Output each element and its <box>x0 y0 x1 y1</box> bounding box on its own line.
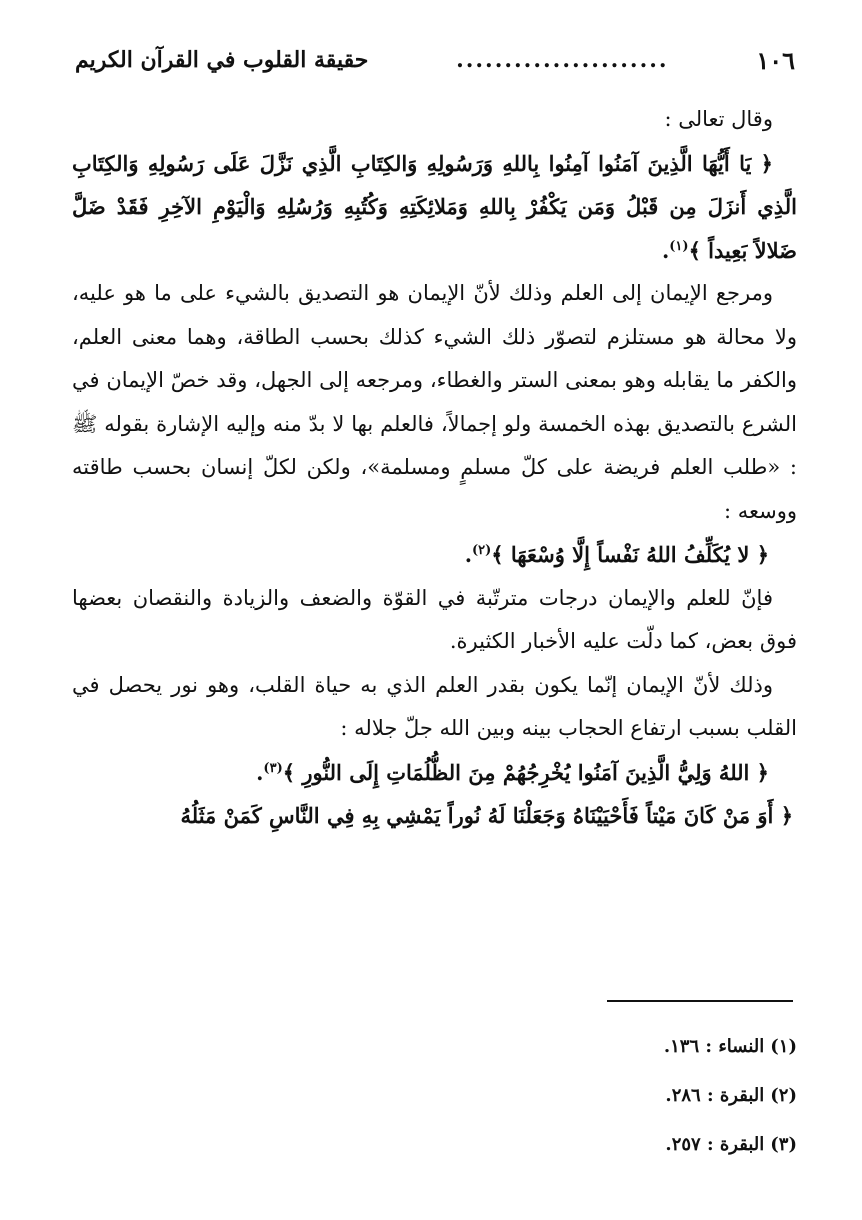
verse-3-period: . <box>256 759 264 785</box>
paragraph-2-text: فإنّ للعلم والإيمان درجات مترتّبة في القوّة والضعف والزيادة والنقصان بعضها فوق بعض، كما دلّت عليه الأخبار الكثيرة. <box>72 585 797 653</box>
verse-1-text: ﴿ يَا أَيُّهَا الَّذِينَ آمَنُوا آمِنُوا بِاللهِ وَرَسُولِهِ وَالكِتَابِ الَّذِي نَزَّلَ عَلَى رَسُولِهِ وَالكِتَابِ الَّذِي أَنزَلَ مِن قَبْلُ وَمَن يَكْفُرْ بِاللهِ وَمَلائِكَتِهِ وَكُتُبِهِ وَرُسُلِهِ وَالْيَوْمِ الآخِرِ فَقَدْ ضَلَّ ضَلالاً بَعِيداً ﴾ <box>72 150 797 263</box>
intro-text: وقال تعالى : <box>664 107 773 131</box>
footnote-1 <box>72 1022 797 1071</box>
footnote-ref-3: (٣) <box>263 760 283 776</box>
paragraph-2 <box>72 577 797 664</box>
footnote-1-text: النساء : ١٣٦. <box>663 1036 765 1057</box>
footnote-3 <box>72 1120 797 1169</box>
footnote-3-text: البقرة : ٢٥٧. <box>665 1134 765 1155</box>
footnote-ref-2: (٢) <box>472 543 492 558</box>
verse-3-text: ﴿ اللهُ وَلِيُّ الَّذِينَ آمَنُوا يُخْرِجُهُمْ مِنَ الظُّلُمَاتِ إِلَى النُّورِ ﴾ <box>282 759 769 785</box>
verse-2-period: . <box>464 542 472 567</box>
footnote-2-number: (٢) <box>770 1085 797 1106</box>
footnote-2-text: البقرة : ٢٨٦. <box>665 1085 765 1106</box>
paragraph-3 <box>72 664 797 751</box>
running-header <box>75 40 795 80</box>
main-text <box>72 98 797 838</box>
quran-verse-3 <box>72 751 797 795</box>
footnote-3-number: (٣) <box>770 1134 797 1155</box>
header-leader-dots: ...................... <box>456 47 669 73</box>
paragraph-1 <box>72 272 797 533</box>
verse-2-text: ﴿ لا يُكَلِّفُ اللهُ نَفْساً إِلَّا وُسْعَهَا ﴾ <box>491 542 769 567</box>
footnotes <box>72 1022 797 1169</box>
footnote-ref-1: (١) <box>669 238 689 254</box>
verse-1-period: . <box>661 237 670 263</box>
quran-verse-1 <box>72 142 797 273</box>
page-number: ١٠٦ <box>756 45 795 75</box>
intro-line <box>72 98 797 142</box>
footnote-separator <box>607 1000 793 1002</box>
paragraph-1-text: ومرجع الإيمان إلى العلم وذلك لأنّ الإيمان هو التصديق بالشيء على ما هو عليه، ولا محالة هو مستلزم لتصوّر ذلك الشيء كذلك بحسب الطاقة، وهما معنى العلم، والكفر ما يقابله وهو بمعنى الستر والغطاء، ومرجعه إلى الجهل، وقد خصّ الإيمان في الشرع بالتصديق بهذه الخمسة ولو إجمالاً، فالعلم بها لا بدّ منه وإليه الإشارة بقوله ﷺ : «طلب العلم فريضة على كلّ مسلمٍ ومسلمة»، ولكن لكلّ إنسان بحسب طاقته ووسعه : <box>72 281 797 523</box>
footnote-2 <box>72 1071 797 1120</box>
paragraph-3-text: وذلك لأنّ الإيمان إنّما يكون بقدر العلم الذي به حياة القلب، وهو نور يحصل في القلب بسبب ارتفاع الحجاب بينه وبين الله جلّ جلاله : <box>72 672 797 740</box>
quran-verse-4 <box>72 794 797 838</box>
footnote-1-number: (١) <box>770 1036 797 1057</box>
running-title: حقيقة القلوب في القرآن الكريم <box>75 47 369 73</box>
quran-verse-2 <box>72 533 797 577</box>
verse-4-text: ﴿ أَوَ مَنْ كَانَ مَيْتاً فَأَحْيَيْنَاهُ وَجَعَلْنَا لَهُ نُوراً يَمْشِي بِهِ فِي النَّاسِ كَمَنْ مَثَلُهُ <box>180 803 793 828</box>
